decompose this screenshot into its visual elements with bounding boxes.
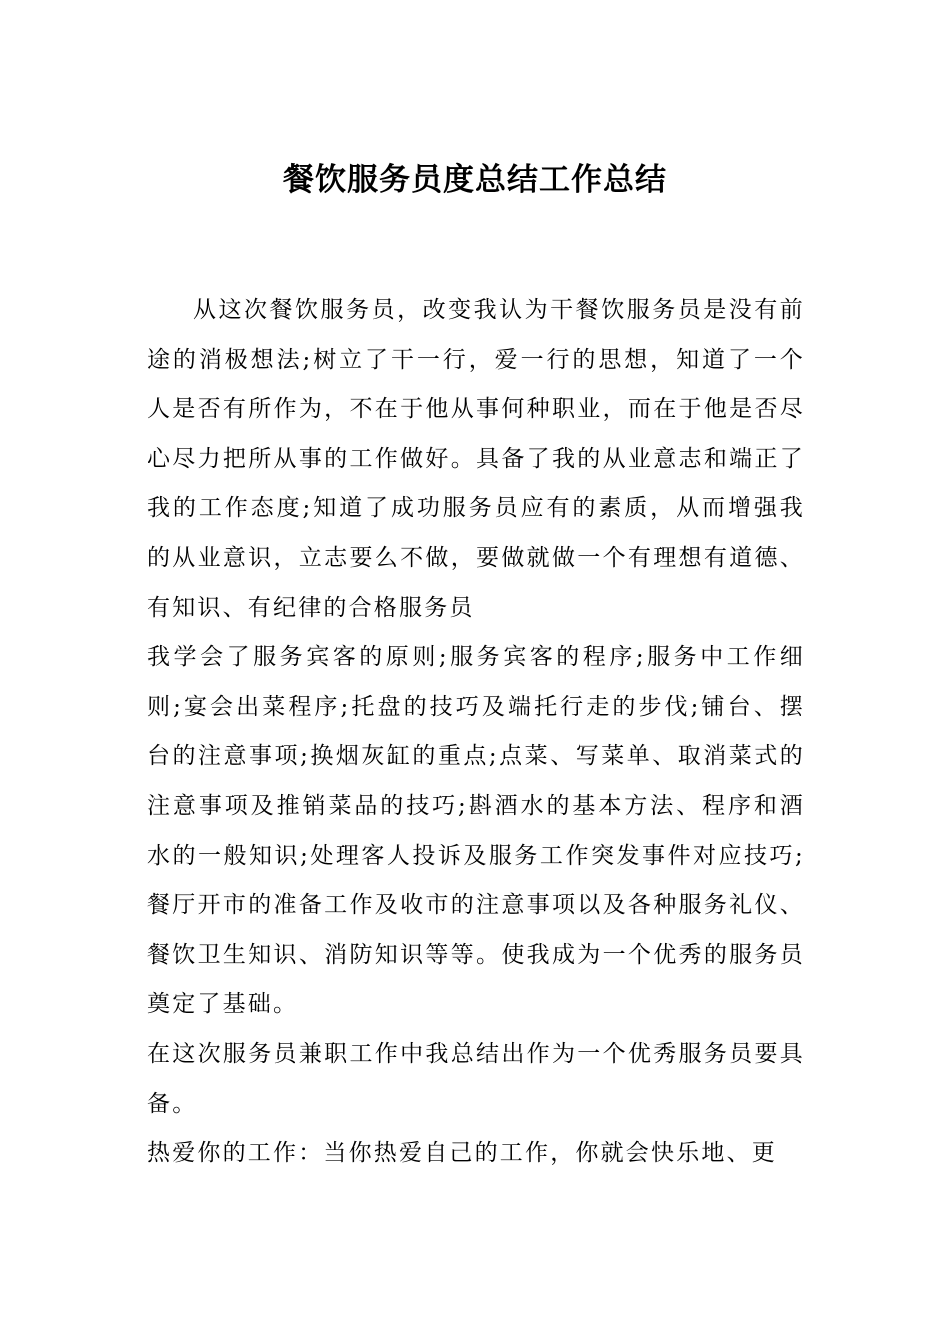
paragraph-summary-intro: 在这次服务员兼职工作中我总结出作为一个优秀服务员要具备。: [147, 1040, 805, 1117]
paragraph-love-your-work: 热爱你的工作：当你热爱自己的工作，你就会快乐地、更: [147, 1140, 777, 1167]
paragraph-career-attitude: 从这次餐饮服务员，改变我认为干餐饮服务员是没有前途的消极想法;树立了干一行，爱一行的思想，知道了一个人是否有所作为，不在于他从事何种职业，而在于他是否尽心尽力把所从事的工作做好。具备了我的从业意志和端正了我的工作态度;知道了成功服务员应有的素质，从而增强我的从业意识，立志要么不做，要做就做一个有理想有道德、有知识、有纪律的合格服务员: [147, 297, 805, 621]
document-body: [147, 286, 805, 1179]
document-title: 餐饮服务员度总结工作总结: [283, 162, 667, 198]
paragraph-service-skills: 我学会了服务宾客的原则;服务宾客的程序;服务中工作细则;宴会出菜程序;托盘的技巧及端托行走的步伐;铺台、摆台的注意事项;换烟灰缸的重点;点菜、写菜单、取消菜式的注意事项及推销菜品的技巧;斟酒水的基本方法、程序和酒水的一般知识;处理客人投诉及服务工作突发事件对应技巧;餐厅开市的准备工作及收市的注意事项以及各种服务礼仪、餐饮卫生知识、消防知识等等。使我成为一个优秀的服务员奠定了基础。: [147, 644, 805, 1018]
